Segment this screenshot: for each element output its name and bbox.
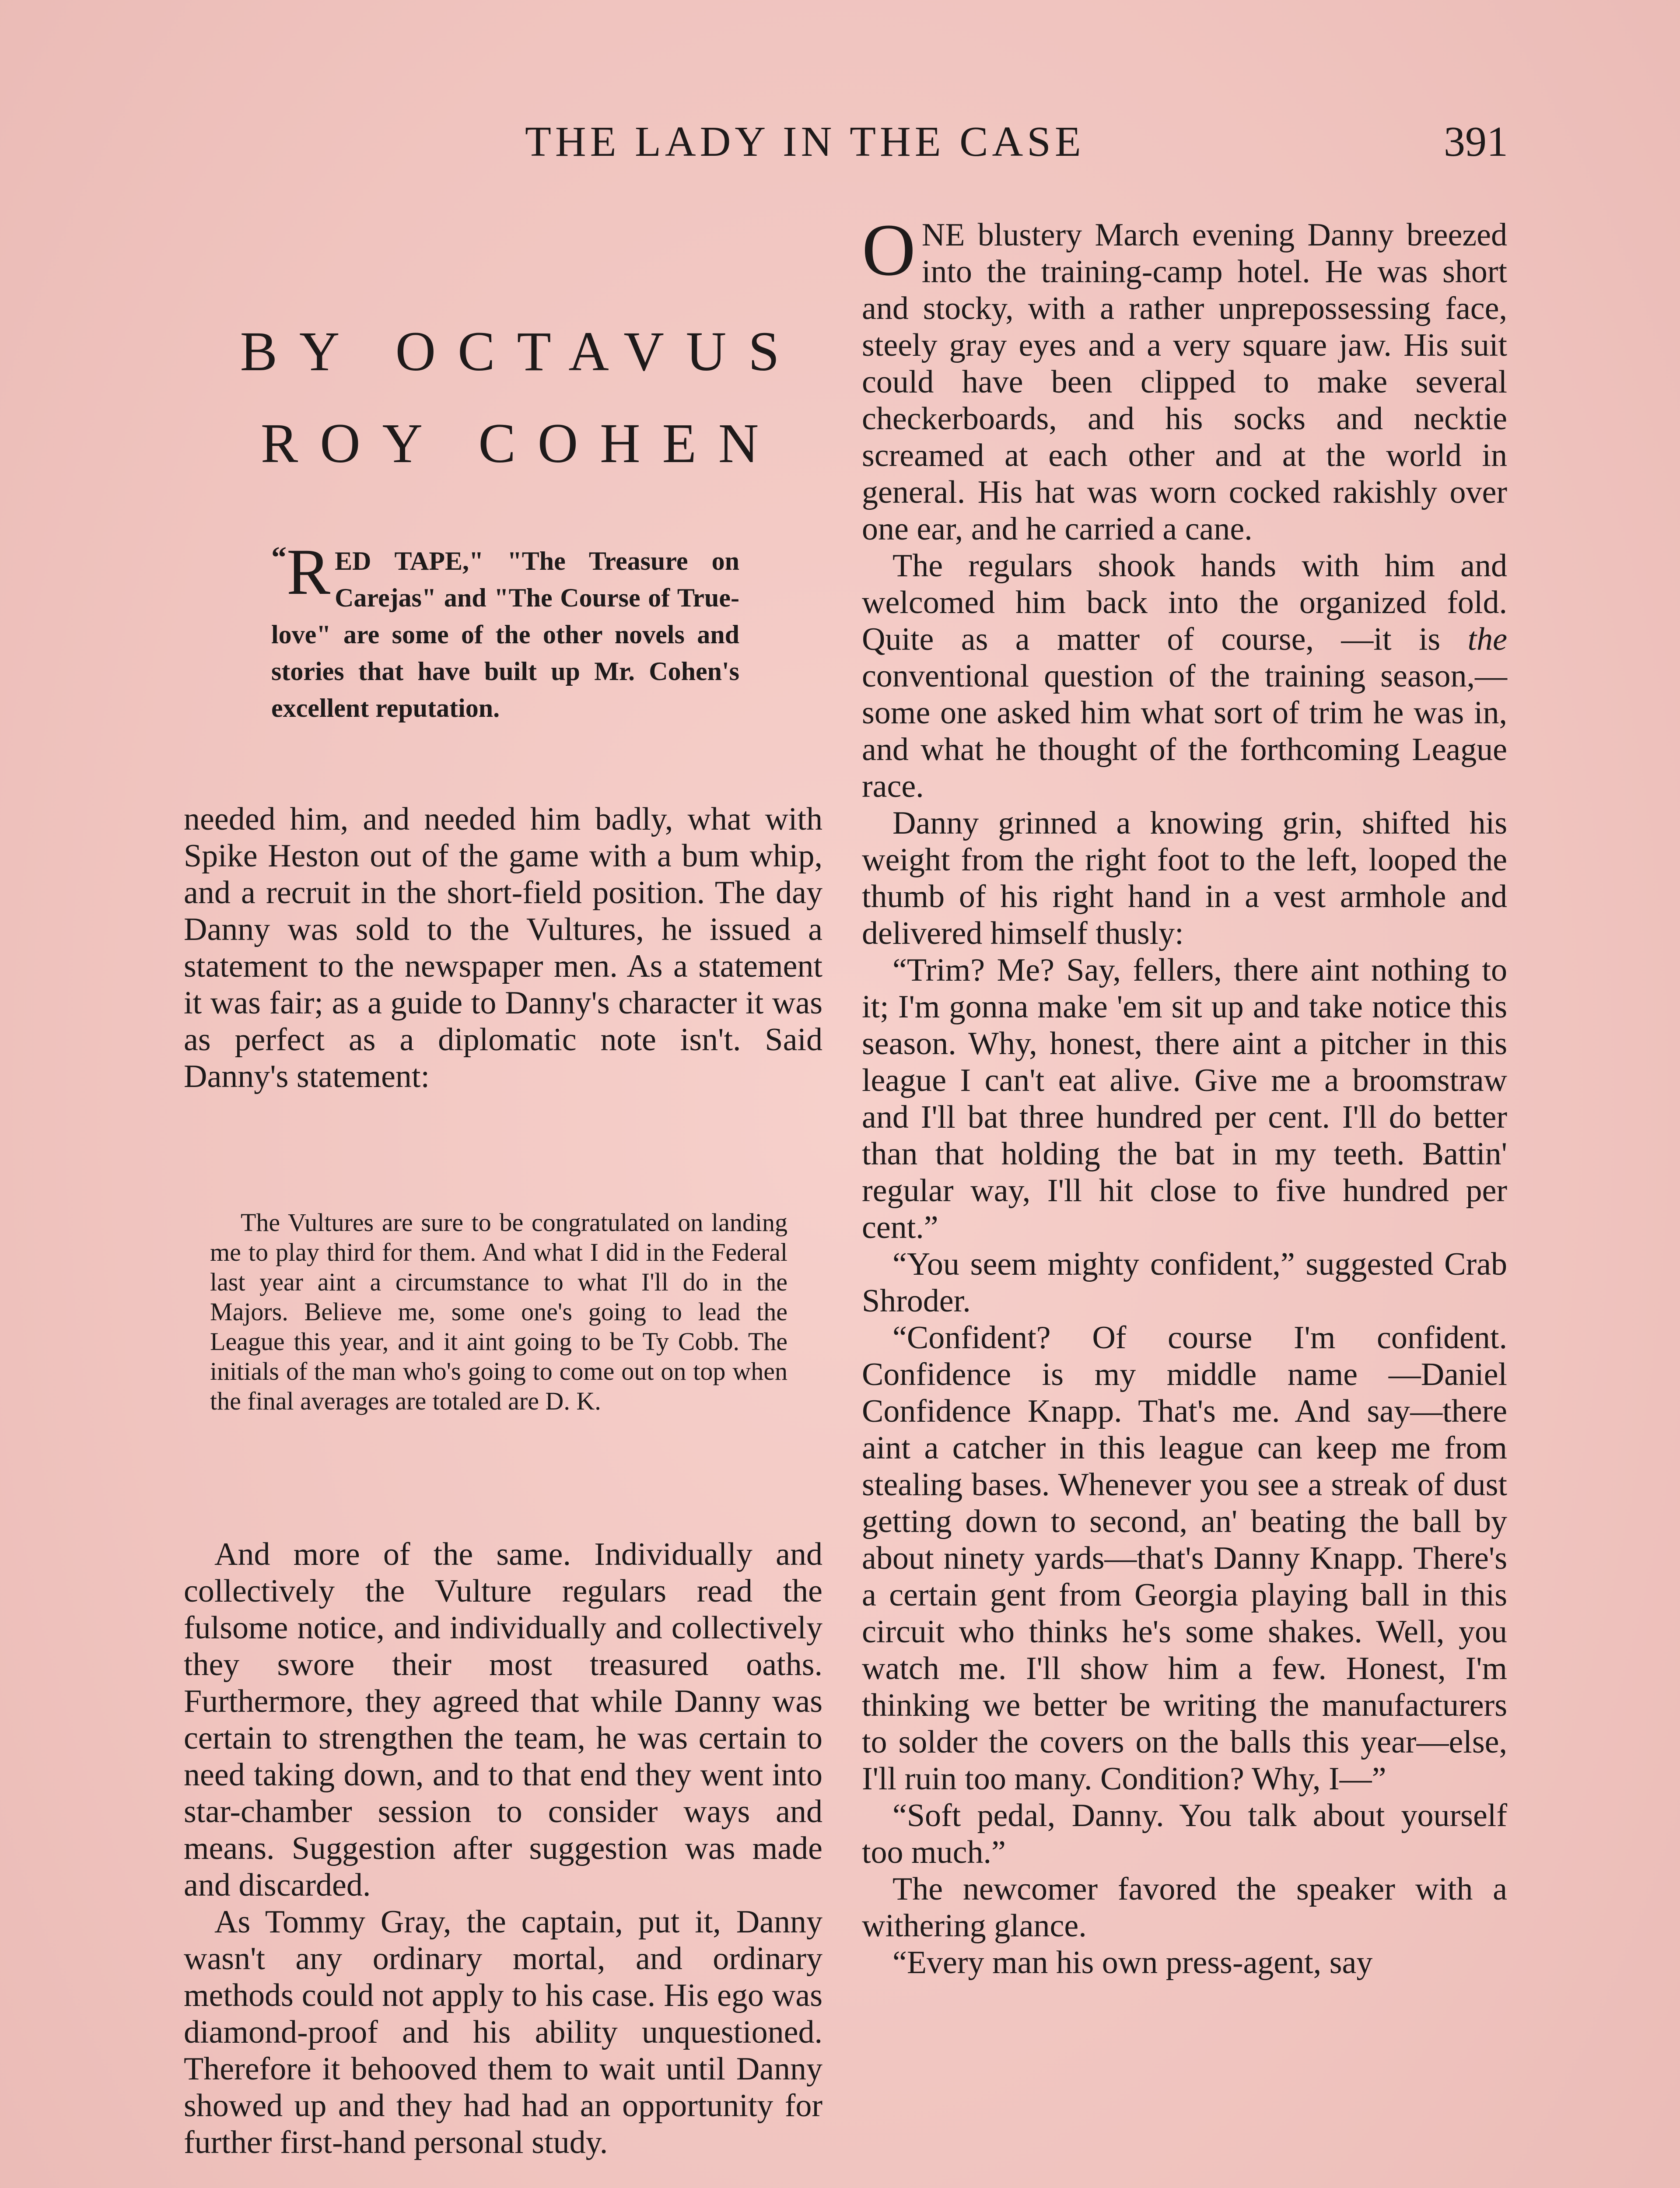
- danny-statement-quote: [210, 1208, 788, 1416]
- paragraph: “You seem mighty confident,” suggested Crab Shroder.: [862, 1246, 1507, 1319]
- opening-text: NE blustery March evening Danny breezed into the training-camp hotel. He was short and stocky, with a rather unprepossessing face, steely gray eyes and a very square jaw. His suit could have been clipped to make several checkerboards, and his socks and necktie screamed at each other and at the world in general. His hat was worn cocked rakishly over one ear, and he carried a cane.: [862, 217, 1507, 547]
- right-column: [862, 209, 1507, 1981]
- story-dropcap: O: [862, 209, 916, 291]
- page-number: 391: [1444, 118, 1508, 165]
- byline-line-2: ROY COHEN: [260, 412, 781, 474]
- byline-line-1: BY OCTAVUS: [240, 320, 802, 382]
- emphasis: the: [1467, 621, 1507, 657]
- blurb-dropcap: R: [287, 536, 331, 608]
- text-run: conventional question of the training season,—some one asked him what sort of trim he was in, and what he thought of the forthcoming League race.: [862, 658, 1507, 804]
- running-title: THE LADY IN THE CASE: [525, 118, 1085, 165]
- paragraph: And more of the same. Individually and collectively the Vulture regulars read the fulsome notice, and individually and collectively they swore their most treasured oaths. Furthermore, they agreed that while Danny was certain to strengthen the team, he was certain to need taking down, and to that end they went into star-chamber session to consider ways and means. Suggestion after suggestion was made and discarded.: [184, 1536, 822, 1903]
- paragraph: “Confident? Of course I'm confident. Confidence is my middle name —Daniel Confidence Knapp. That's me. And say—there aint a catcher in this league can keep me from stealing bases. Whenever you see a streak of dust getting down to second, an' beating the ball by about ninety yards—that's Danny Knapp. There's a certain gent from Georgia playing ball in this circuit who thinks he's some shakes. Well, you watch me. I'll show him a few. Honest, I'm thinking we better be writing the manufacturers to solder the covers on the balls this year—else, I'll ruin too many. Condition? Why, I—”: [862, 1320, 1507, 1797]
- blurb-open-quote: “: [271, 541, 287, 575]
- paragraph: Danny grinned a knowing grin, shifted his weight from the right foot to the left, looped the thumb of his right hand in a vest armhole and delivered himself thusly:: [862, 805, 1507, 951]
- author-blurb: [271, 536, 739, 726]
- paragraph: The newcomer favored the speaker with a withering glance.: [862, 1871, 1507, 1944]
- paragraph: “Every man his own press-agent, say: [892, 1945, 1373, 1981]
- text-run: The regulars shook hands with him and welcomed him back into the organized fold. Quite as a matter of course, —it is: [862, 548, 1507, 657]
- quoted-statement: The Vultures are sure to be congratulated on landing me to play third for them. And what I did in the Federal last year aint a circumstance to what I'll do in the Majors. Believe me, some one's going to lead the League this year, and it aint going to be Ty Cobb. The initials of the man who's going to come out on top when the final averages are totaled are D. K.: [210, 1208, 788, 1415]
- paragraph: “Soft pedal, Danny. You talk about yourself too much.”: [862, 1798, 1507, 1870]
- opening-paragraph: [862, 209, 1507, 547]
- paragraph: [862, 547, 1507, 805]
- paragraph: “Trim? Me? Say, fellers, there aint nothing to it; I'm gonna make 'em sit up and take notice this season. Why, honest, there aint a pitcher in this league I can't eat alive. Give me a broomstraw and I'll bat three hundred per cent. I'll do better than that holding the bat in my teeth. Battin' regular way, I'll hit close to five hundred per cent.”: [862, 952, 1507, 1245]
- paragraph: As Tommy Gray, the captain, put it, Danny wasn't any ordinary mortal, and ordinary methods could not apply to his case. His ego was diamond-proof and his ability unquestioned. Therefore it behooved them to wait until Danny showed up and they had had an opportunity for further first-hand personal study.: [184, 1904, 822, 2160]
- left-column-top: [184, 801, 822, 1095]
- blurb-text: ED TAPE," "The Treasure on Carejas" and "The Course of True-love" are some of the other novels and stories that have built up Mr. Cohen's excellent reputation.: [271, 547, 739, 722]
- paragraph: needed him, and needed him badly, what with Spike Heston out of the game with a bum whip, and a recruit in the short-field position. The day Danny was sold to the Vultures, he issued a statement to the newspaper men. As a statement it was fair; as a guide to Danny's character it was as perfect as a diplomatic note isn't. Said Danny's statement:: [184, 801, 822, 1094]
- left-column-bottom: [184, 1536, 822, 2161]
